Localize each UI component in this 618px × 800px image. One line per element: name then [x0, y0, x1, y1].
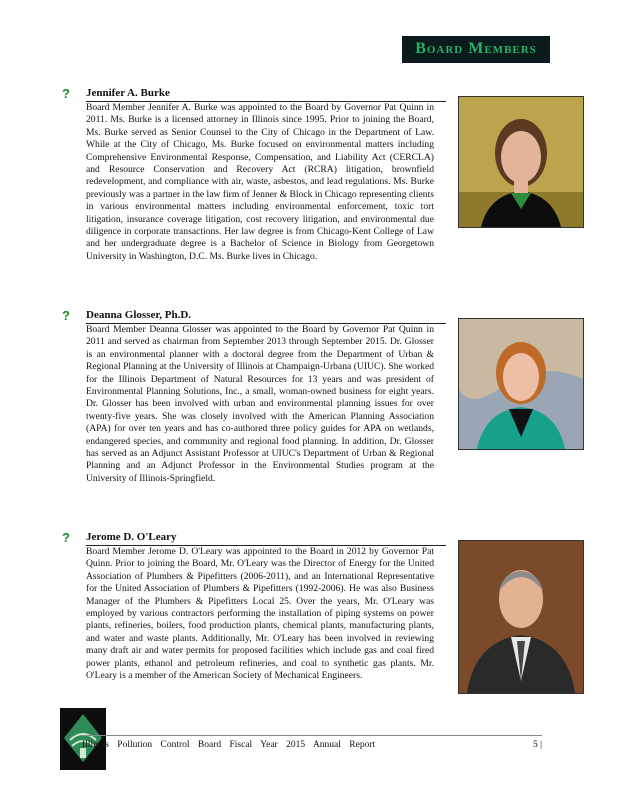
footer-title: Illinois Pollution Control Board Fiscal Year 2015 Annual Report	[82, 740, 376, 750]
member-name: Jerome D. O'Leary	[86, 530, 446, 546]
page-number: 5 |	[532, 740, 542, 750]
member-photo-burke	[458, 96, 584, 228]
member-oleary	[62, 530, 446, 682]
question-mark-bullet-icon: ?	[62, 308, 70, 323]
member-name: Deanna Glosser, Ph.D.	[86, 308, 446, 324]
section-banner: Board Members	[402, 36, 550, 62]
question-mark-bullet-icon: ?	[62, 530, 70, 545]
page-footer	[82, 735, 542, 753]
member-bio: Board Member Deanna Glosser was appointed to the Board by Governor Pat Quinn in 2011 and served as chairman from September 2013 through September 2015. Dr. Glosser is an environmental planner with a doctoral degree from the Department of Urban & Regional Planning at the University of Illinois at Champaign-Urbana (UIUC). She worked for the Illinois Department of Natural Resources for 13 years and was president of Environmental Planning Solutions, Inc., a small, woman-owned business for eight years. Dr. Glosser has been involved with urban and environmental planning issues for over twenty-five years. She was closely involved with the American Planning Association (APA) for over ten years and has co-authored three policy guides for APA on wetlands, endangered species, and community and regional food planning. In addition, Dr. Glosser has served as an Adjunct Assistant Professor at UIUC's Department of Urban & Regional Planning and an Adjunct Professor in the Environmental Studies program at the University of Illinois-Springfield.	[86, 324, 434, 484]
member-photo-oleary	[458, 540, 584, 694]
member-bio: Board Member Jerome D. O'Leary was appointed to the Board in 2012 by Governor Pat Quinn. Prior to joining the Board, Mr. O'Leary was the Director of Energy for the United Association of Plumbers & Pipefitters (2006-2011), and an International Representative for the United Association of Plumbers & Pipefitters (1992-2006). He was also Business Manager of the Plumbers & Pipefitters Local 25. Over the years, Mr. O'Leary was employed by various contractors performing the installation of piping systems on power plants, refineries, boilers, food production plants, chemical plants, manufacturing plants, and water and waste plants. Additionally, Mr. O'Leary has been involved in reviewing many draft air and water permits for proposed facilities which include gas and coal fired power plants, ethanol and petroleum refineries, and coal to synthetic gas plants. Mr. O'Leary is a member of the American Society of Mechanical Engineers.	[86, 546, 434, 682]
member-photo-glosser	[458, 318, 584, 450]
question-mark-bullet-icon: ?	[62, 86, 70, 101]
member-burke	[62, 86, 446, 263]
member-name: Jennifer A. Burke	[86, 86, 446, 102]
member-bio: Board Member Jennifer A. Burke was appointed to the Board by Governor Pat Quinn in 2011. Ms. Burke is a licensed attorney in Illinois since 1995. Prior to joining the Board, Ms. Burke served as Senior Counsel to the City of Chicago in the Department of Law. While at the City of Chicago, Ms. Burke focused on environmental matters including Comprehensive Environmental Response, Compensation, and Liability Act (CERCLA) and Resource Conservation and Recovery Act (RCRA) litigation, brownfield redevelopment, and compliance with air, waste, asbestos, and lead regulations. Ms. Burke previously was a partner in the law firm of Jenner & Block in Chicago representing clients in various environmental matters including environmental enforcement, toxic tort litigation, insurance coverage litigation, cost recovery litigation, and environmental due diligence in corporate transactions. Her law degree is from Chicago-Kent College of Law and her undergraduate degree is a Bachelor of Science in Biology from Georgetown University in Washington, D.C. Ms. Burke lives in Chicago.	[86, 102, 434, 262]
member-glosser	[62, 308, 446, 485]
